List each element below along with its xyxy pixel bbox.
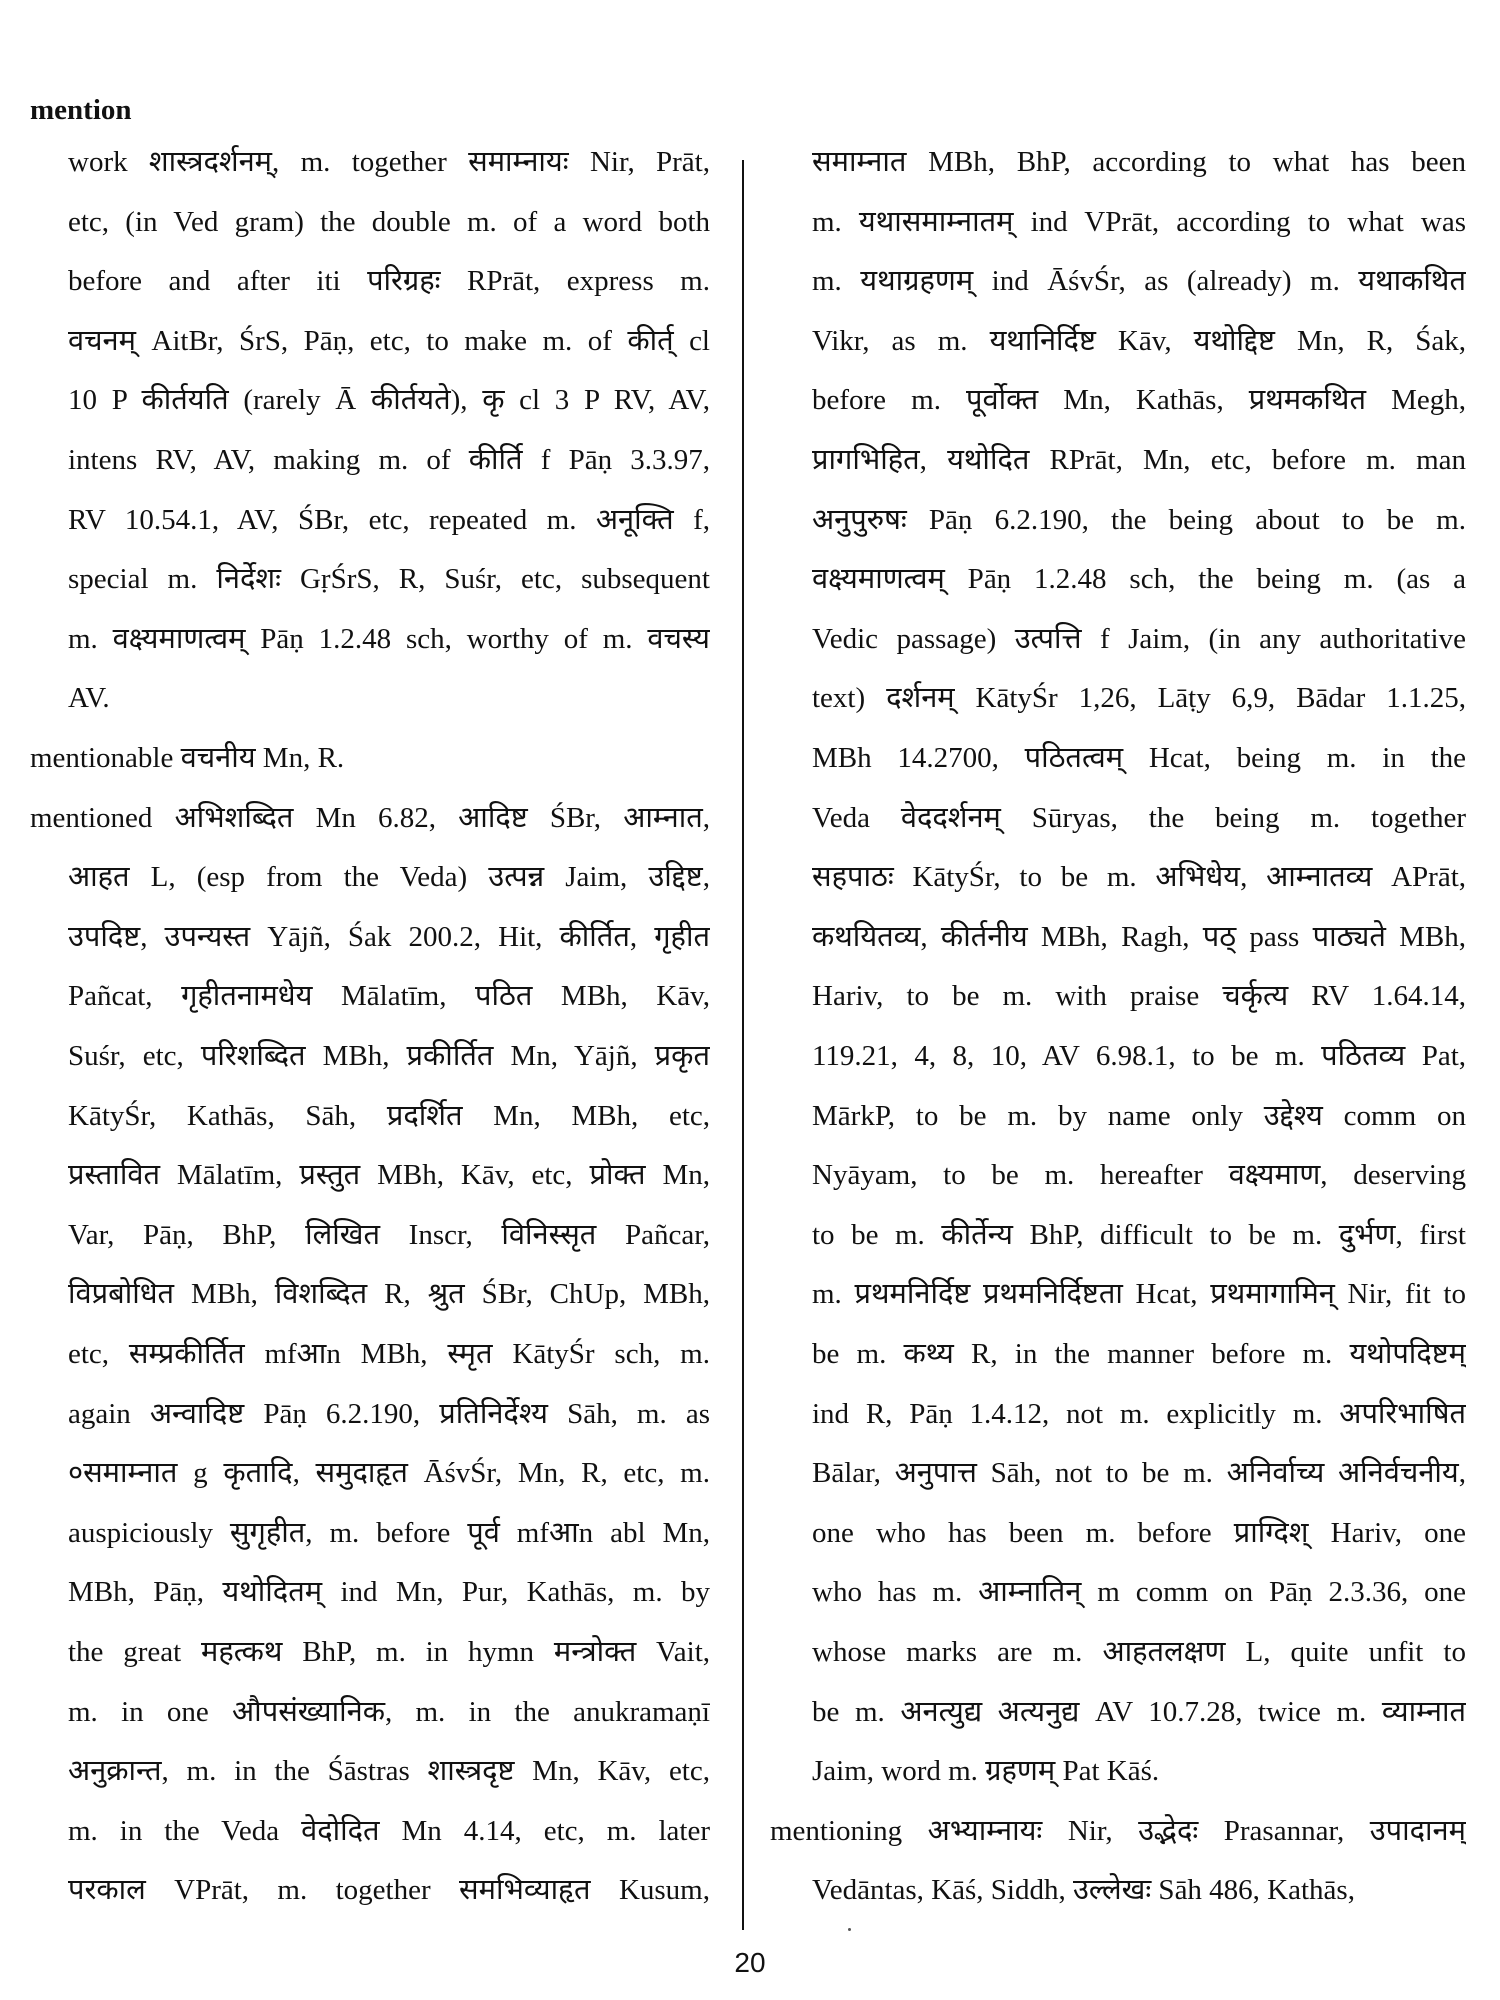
right-line-5: before m. पूर्वोक्त Mn, Kathās, प्रथमकथित Megh, [812, 384, 1466, 416]
entry-mentionable: mentionable वचनीय Mn, R. [30, 742, 345, 774]
left-line-17: KātyŚr, Kathās, Sāh, प्रदर्शित Mn, MBh, etc, [68, 1100, 710, 1132]
right-line-26: whose marks are m. आहतलक्षण L, quite unfit to [812, 1636, 1466, 1668]
right-line-24: one who has been m. before प्राग्दिश् Hariv, one [812, 1517, 1466, 1549]
right-line-22: ind R, Pāṇ 1.4.12, not m. explicitly m. अपरिभाषित [812, 1398, 1466, 1430]
right-line-14: कथयितव्य, कीर्तनीय MBh, Ragh, पठ् pass पाठ्यते MBh, [812, 921, 1466, 953]
page-number: 20 [734, 1947, 766, 1978]
left-line-26: the great महत्कथ BhP, m. in hymn मन्त्रोक्त Vait, [68, 1636, 710, 1668]
left-line-5: 10 P कीर्तयति (rarely Ā कीर्तयते), कृ cl 3 P RV, AV, [68, 384, 710, 416]
right-line-9: Vedic passage) उत्पत्ति f Jaim, (in any authoritative [812, 623, 1466, 655]
right-line-21: be m. कथ्य R, in the manner before m. यथोपदिष्टम् [812, 1338, 1466, 1370]
left-line-24: auspiciously सुगृहीत, m. before पूर्व mfआn abl Mn, [68, 1517, 710, 1549]
print-speck [848, 1928, 851, 1931]
right-line-1: समाम्नात MBh, BhP, according to what has been [812, 146, 1466, 178]
right-line-8: वक्ष्यमाणत्वम् Pāṇ 1.2.48 sch, the being m. (as a [812, 563, 1466, 595]
left-line-7: RV 10.54.1, AV, ŚBr, etc, repeated m. अनूक्ति f, [68, 504, 710, 536]
entry-mentioned: mentioned अभिशब्दित Mn 6.82, आदिष्ट ŚBr, आम्नात, [30, 802, 710, 834]
left-line-25: MBh, Pāṇ, यथोदितम् ind Mn, Pur, Kathās, m. by [68, 1576, 710, 1608]
right-line-15: Hariv, to be m. with praise चर्कृत्य RV 1.64.14, [812, 980, 1466, 1012]
left-line-23: ०समाम्नात g कृतादि, समुदाहृत ĀśvŚr, Mn, R, etc, m. [68, 1457, 710, 1489]
right-line-30: Vedāntas, Kāś, Siddh, उल्लेखः Sāh 486, Kathās, [812, 1874, 1355, 1906]
left-line-15: Pañcat, गृहीतनामधेय Mālatīm, पठित MBh, Kāv, [68, 980, 710, 1012]
right-line-28: Jaim, word m. ग्रहणम् Pat Kāś. [812, 1755, 1160, 1787]
left-line-9: m. वक्ष्यमाणत्वम् Pāṇ 1.2.48 sch, worthy of m. वचस्य [68, 623, 710, 655]
entry-mentioning: mentioning अभ्याम्नायः Nir, उद्भेदः Prasannar, उपादानम् [770, 1815, 1466, 1847]
right-line-16: 119.21, 4, 8, 10, AV 6.98.1, to be m. पठितव्य Pat, [812, 1040, 1466, 1072]
left-line-22: again अन्वादिष्ट Pāṇ 6.2.190, प्रतिनिर्देश्य Sāh, m. as [68, 1398, 710, 1430]
right-line-27: be m. अनत्युद्य अत्यनुद्य AV 10.7.28, twice m. व्याम्नात [812, 1696, 1466, 1728]
right-line-19: to be m. कीर्तेन्य BhP, difficult to be m. दुर्भण, first [812, 1219, 1466, 1251]
right-line-6: प्रागभिहित, यथोदित RPrāt, Mn, etc, before m. man [812, 444, 1466, 476]
left-line-13: आहत L, (esp from the Veda) उत्पन्न Jaim, उद्दिष्ट, [68, 861, 710, 893]
right-line-18: Nyāyam, to be m. hereafter वक्ष्यमाण, deserving [812, 1159, 1466, 1191]
headword-mention: mention [30, 94, 132, 126]
left-line-19: Var, Pāṇ, BhP, लिखित Inscr, विनिस्सृत Pañcar, [68, 1219, 710, 1251]
right-line-25: who has m. आम्नातिन् m comm on Pāṇ 2.3.36, one [812, 1576, 1466, 1608]
right-line-13: सहपाठः KātyŚr, to be m. अभिधेय, आम्नातव्य APrāt, [812, 861, 1466, 893]
left-line-21: etc, सम्प्रकीर्तित mfआn MBh, स्मृत KātyŚr sch, m. [68, 1338, 710, 1370]
right-line-23: Bālar, अनुपात्त Sāh, not to be m. अनिर्वाच्य अनिर्वचनीय, [812, 1457, 1466, 1489]
left-line-27: m. in one औपसंख्यानिक, m. in the anukramaṇī [68, 1696, 710, 1728]
right-line-7: अनुपुरुषः Pāṇ 6.2.190, the being about to be m. [812, 504, 1466, 536]
left-line-30: परकाल VPrāt, m. together समभिव्याहृत Kusum, [68, 1874, 710, 1906]
right-line-17: MārkP, to be m. by name only उद्देश्य comm on [812, 1100, 1466, 1132]
right-line-11: MBh 14.2700, पठितत्वम् Hcat, being m. in the [812, 742, 1466, 774]
right-line-12: Veda वेददर्शनम् Sūryas, the being m. together [812, 802, 1466, 834]
column-divider [742, 160, 744, 1930]
left-line-16: Suśr, etc, परिशब्दित MBh, प्रकीर्तित Mn, Yājñ, प्रकृत [68, 1040, 710, 1072]
left-line-10: AV. [68, 682, 110, 714]
right-line-2: m. यथासमाम्नातम् ind VPrāt, according to what was [812, 206, 1466, 238]
right-line-4: Vikr, as m. यथानिर्दिष्ट Kāv, यथोद्दिष्ट Mn, R, Śak, [812, 325, 1466, 357]
left-line-18: प्रस्तावित Mālatīm, प्रस्तुत MBh, Kāv, etc, प्रोक्त Mn, [68, 1159, 710, 1191]
left-line-20: विप्रबोधित MBh, विशब्दित R, श्रुत ŚBr, ChUp, MBh, [68, 1278, 710, 1310]
left-line-4: वचनम् AitBr, ŚrS, Pāṇ, etc, to make m. of कीर्त् cl [68, 325, 710, 357]
left-line-29: m. in the Veda वेदोदित Mn 4.14, etc, m. later [68, 1815, 710, 1847]
left-line-3: before and after iti परिग्रहः RPrāt, express m. [68, 265, 710, 297]
left-line-6: intens RV, AV, making m. of कीर्ति f Pāṇ 3.3.97, [68, 444, 710, 476]
left-line-8: special m. निर्देशः GṛŚrS, R, Suśr, etc, subsequent [68, 563, 710, 595]
left-line-14: उपदिष्ट, उपन्यस्त Yājñ, Śak 200.2, Hit, कीर्तित, गृहीत [68, 921, 710, 953]
right-line-10: text) दर्शनम् KātyŚr 1,26, Lāṭy 6,9, Bādar 1.1.25, [812, 682, 1466, 714]
left-line-28: अनुक्रान्त, m. in the Śāstras शास्त्रदृष्ट Mn, Kāv, etc, [68, 1755, 710, 1787]
left-line-1: work शास्त्रदर्शनम्, m. together समाम्नायः Nir, Prāt, [68, 146, 710, 178]
right-line-3: m. यथाग्रहणम् ind ĀśvŚr, as (already) m. यथाकथित [812, 265, 1466, 297]
left-line-2: etc, (in Ved gram) the double m. of a word both [68, 206, 710, 238]
right-line-20: m. प्रथमनिर्दिष्ट प्रथमनिर्दिष्टता Hcat, प्रथमागामिन् Nir, fit to [812, 1278, 1466, 1310]
